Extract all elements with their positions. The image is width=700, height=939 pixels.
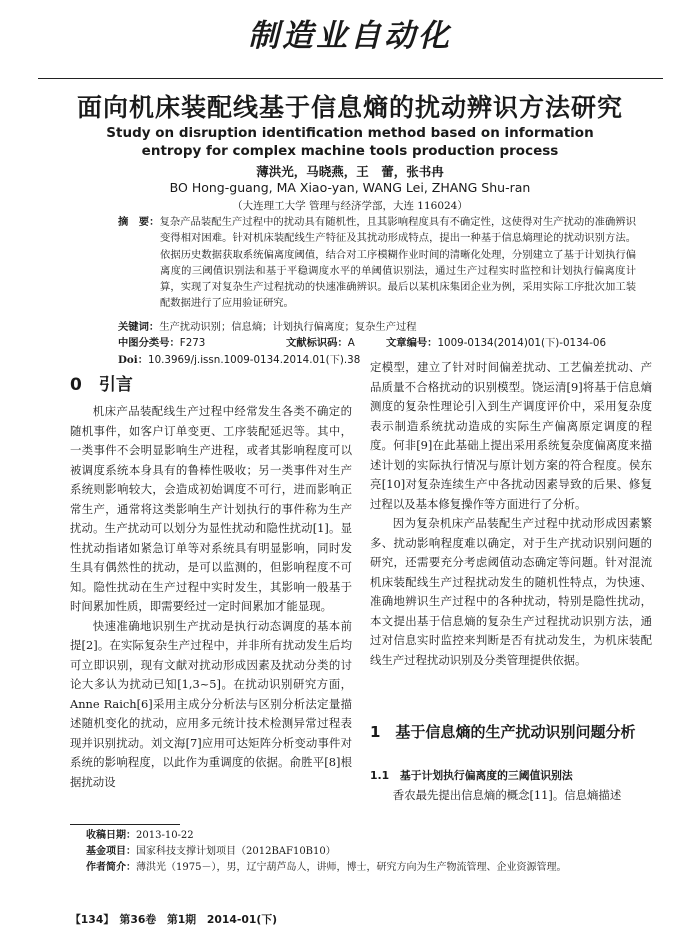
received-value: 2013-10-22: [136, 830, 194, 841]
doi-label: Doi：: [118, 354, 149, 366]
article-number-value: 1009-0134(2014)01(下)-0134-06: [437, 337, 607, 349]
abstract-text: 复杂产品装配生产过程中的扰动具有随机性，且其影响程度具有不确定性，这使得对生产扰动的准确辨识变得相对困难。针对机床装配线生产特征及其扰动形成特点，提出一种基于信息熵理论的扰动识别方法。依据历史数据获取系统偏离度阈值，结合对工序模糊作业时间的清晰化处理，分别建立了基于计划执行偏离度的三阈值识别法和基于平稳调度水平的单阈值识别法，通过生产过程实时监控和计划执行偏离度计算，实现了对复杂生产过程扰动的快速准确辨识。最后以某机床集团企业为例，采用实际工序批次加工装配数据进行了应用验证研究。: [159, 216, 637, 310]
section-1-1-body: [370, 786, 652, 806]
intro-heading: 0 引言: [70, 375, 133, 395]
document-code-label: 文献标识码：: [286, 337, 348, 349]
paragraph: 快速准确地识别生产扰动是执行动态调度的基本前提[2]。在实际复杂生产过程中，并非所有扰动发生后均可立即识别，现有文献对扰动形成因素及扰动分类的讨论大多认为扰动已知[1,3~5]。在扰动识别研究方面，Anne Raich[6]采用主成分分析法与区别分析法定量描述随机变化的扰动，应用多元统计技术检测异常过程表现并识别扰动。刘文海[7]应用可达矩阵分析变动事件对系统的影响程度，以此作为重调度的依据。俞胜平[8]根据扰动设: [70, 618, 352, 789]
keywords-text: 生产扰动识别；信息熵；计划执行偏离度；复杂生产过程: [159, 321, 417, 333]
author-value: 薄洪光（1975－），男，辽宁葫芦岛人，讲师，博士，研究方向为生产物流管理、企业资源管理。: [136, 862, 567, 873]
doi-value: 10.3969/j.issn.1009-0134.2014.01(下).38: [148, 354, 361, 366]
article-number-label: 文章编号：: [386, 337, 438, 349]
left-column: [70, 402, 352, 792]
classification: [118, 334, 205, 349]
journal-logo: 制造业自动化: [248, 18, 452, 54]
keywords: [118, 318, 638, 333]
article-number: [386, 334, 606, 349]
fund-label: 基金项目：: [86, 846, 136, 857]
classification-value: F273: [179, 337, 206, 349]
abstract: [118, 214, 636, 312]
received-date: [86, 828, 646, 844]
affiliation: （大连理工大学 管理与经济学部，大连 116024）: [232, 200, 468, 212]
fund-project: [86, 844, 646, 860]
authors-chinese: 薄洪光，马晓燕，王 蕾，张书冉: [256, 164, 444, 179]
classification-label: 中图分类号：: [118, 337, 180, 349]
document-code: [286, 334, 355, 349]
paragraph: 香农最先提出信息熵的概念[11]。信息熵描述: [392, 788, 622, 802]
abstract-label: 摘 要：: [118, 216, 160, 228]
header-rule: [38, 78, 663, 79]
paragraph: 因为复杂机床产品装配生产过程中扰动形成因素繁多、扰动影响程度难以确定，对于生产扰动识别问题的研究，还需要充分考虑阈值动态确定等问题。针对混流机床装配线生产过程扰动发生的随机性特点，为快速、准确地辨识生产过程中的各种扰动，特别是隐性扰动，本文提出基于信息熵的复杂生产过程扰动识别方法，通过对信息实时监控来判断是否有扰动发生，为机床装配线生产过程扰动识别及分类管理提供依据。: [370, 516, 652, 667]
title-chinese: 面向机床装配线基于信息熵的扰动辨识方法研究: [76, 93, 623, 122]
author-label: 作者简介：: [86, 862, 136, 873]
paragraph: 定模型，建立了针对时间偏差扰动、工艺偏差扰动、产品质量不合格扰动的识别模型。饶运清[9]将基于信息熵测度的复杂性理论引入到生产调度评价中，采用复杂度表示制造系统扰动造成的实际生产偏离原定调度的程度。何非[9]在此基础上提出采用系统复杂度偏离度来描述计划的实际执行情况与原计划方案的符合程度。侯东亮[10]对复杂连续生产中各扰动因素导致的后果、修复过程以及基本修复操作等方面进行了分析。: [370, 360, 652, 511]
keywords-label: 关键词：: [118, 321, 160, 333]
author-bio: [86, 860, 646, 876]
authors-english: BO Hong-guang, MA Xiao-yan, WANG Lei, ZHANG Shu-ran: [169, 180, 531, 195]
received-label: 收稿日期：: [86, 830, 136, 841]
right-column: [370, 358, 652, 670]
document-code-value: A: [347, 337, 355, 349]
section-1-heading: 1 基于信息熵的生产扰动识别问题分析: [370, 723, 636, 741]
paragraph: 机床产品装配线生产过程中经常发生各类不确定的随机事件，如客户订单变更、工序装配延迟等。其中，一类事件不会明显影响生产进程，或者其影响程度可以被调度系统本身具有的鲁棒性吸收；另一类事件对生产系统则影响较大，会造成初始调度不可行，进而影响正常生产，通常将这类影响生产计划执行的事件称为生产扰动。生产扰动可以划分为显性扰动和隐性扰动[1]。显性扰动指诸如紧急订单等对系统具有明显影响，同时发生具有偶然性的扰动，是可以监测的，但影响程度不可知。隐性扰动在生产过程中实时发生，其影响一般基于时间累加性质，即需要经过一定时间累加才能显现。: [70, 404, 352, 613]
footnotes: [86, 828, 646, 876]
title-english: Study on disruption identification method based on information entropy for complex machine tools production process: [106, 125, 594, 159]
footnote-rule: [70, 824, 180, 825]
section-1-1-heading: 1.1 基于计划执行偏离度的三阈值识别法: [370, 769, 573, 782]
page-footer: 【134】 第36卷 第1期 2014-01(下): [70, 913, 278, 926]
fund-value: 国家科技支撑计划项目（2012BAF10B10）: [136, 846, 336, 857]
